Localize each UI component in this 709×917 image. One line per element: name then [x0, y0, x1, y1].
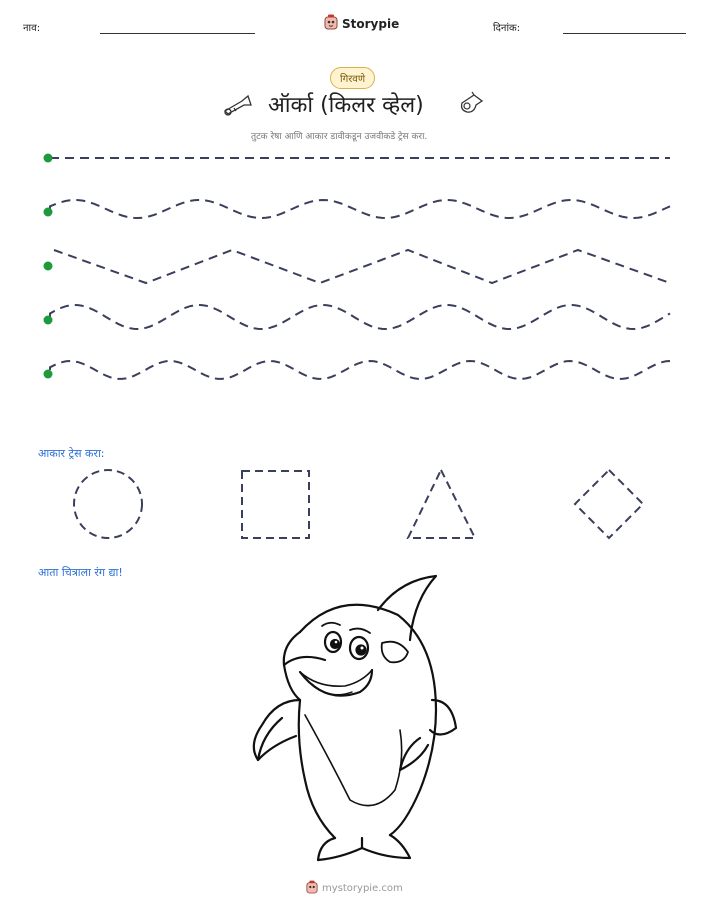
footer: [306, 880, 403, 897]
page-title: ऑर्का (किलर व्हेल): [268, 93, 424, 118]
start-dot: [44, 262, 53, 271]
shapes-section-label: आकार ट्रेस करा:: [38, 447, 105, 460]
start-dot: [44, 316, 53, 325]
trace-square[interactable]: [242, 471, 309, 538]
coloring-section-label: आता चित्राला रंग द्या!: [38, 566, 123, 579]
instructions: तुटक रेषा आणि आकार डावीकडून उजवीकडे ट्रेस करा.: [251, 132, 428, 142]
orca-illustration[interactable]: [254, 576, 456, 860]
start-dot: [44, 208, 53, 217]
footer-url[interactable]: mystorypie.com: [322, 883, 403, 894]
trace-line-wave[interactable]: [50, 200, 670, 218]
trace-line-zigzag[interactable]: [54, 250, 670, 283]
trace-line-wave[interactable]: [50, 305, 670, 329]
trace-line-wave[interactable]: [50, 361, 670, 379]
start-dot: [44, 370, 53, 379]
start-dot: [44, 154, 53, 163]
storypie-logo-icon: [306, 880, 318, 897]
trace-circle[interactable]: [74, 470, 142, 538]
trace-diamond[interactable]: [575, 470, 643, 538]
brand-name: Storypie: [342, 16, 400, 31]
category-badge: गिरवणे: [330, 67, 375, 89]
date-label: दिनांक:: [493, 23, 521, 34]
trace-triangle[interactable]: [408, 470, 475, 538]
name-label: नाव:: [23, 23, 41, 34]
